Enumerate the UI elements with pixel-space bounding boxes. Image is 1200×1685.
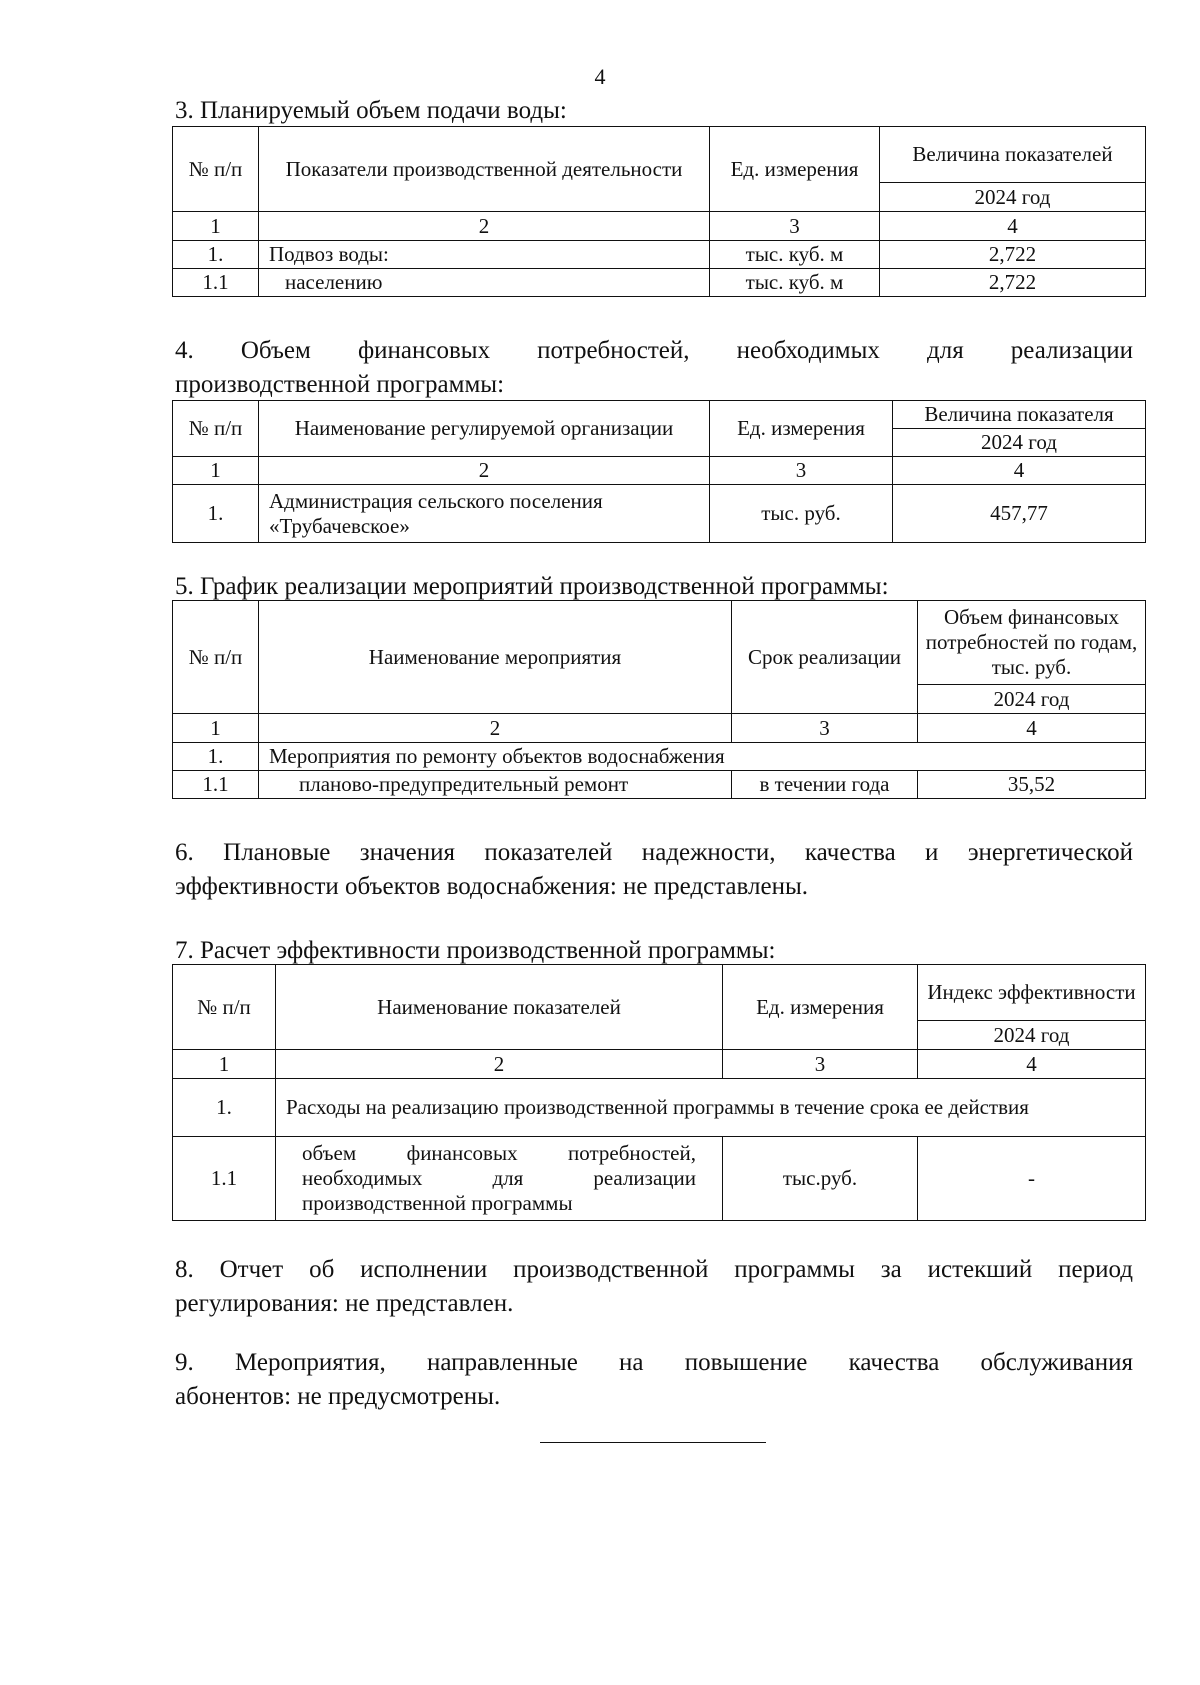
section-9-text — [175, 1346, 1133, 1414]
col-number: 4 — [918, 1050, 1146, 1079]
closing-divider — [540, 1442, 766, 1443]
column-number-row — [173, 1050, 1146, 1079]
page-number: 4 — [594, 64, 606, 89]
row-num: 1. — [173, 241, 259, 269]
section-9-line2: абонентов: не предусмотрены. — [175, 1383, 501, 1410]
row-value: 35,52 — [918, 771, 1146, 799]
col-number: 1 — [173, 714, 259, 743]
row-name: Подвоз воды: — [259, 241, 710, 269]
row-value: 457,77 — [893, 485, 1146, 543]
section-4-title-line2: производственной программы: — [175, 371, 505, 398]
column-number-row — [173, 714, 1146, 743]
row-organization: Администрация сельского поселения «Трубачевское» — [259, 485, 710, 543]
header-value: Величина показателя — [893, 401, 1146, 429]
row-indicator: объем финансовых потребностей, необходимых для реализации производственной программы — [276, 1137, 723, 1221]
col-number: 1 — [173, 212, 259, 241]
col-number: 3 — [710, 212, 880, 241]
row-value: - — [918, 1137, 1146, 1221]
table-row — [173, 1137, 1146, 1221]
header-unit: Ед. измерения — [723, 965, 918, 1050]
table-row — [173, 485, 1146, 543]
header-volume: Объем финансовых потребностей по годам, тыс. руб. — [918, 601, 1146, 685]
table-row — [173, 269, 1146, 297]
row-num: 1. — [173, 485, 259, 543]
section-5-title: 5. График реализации мероприятий производственной программы: — [175, 573, 889, 600]
col-number: 4 — [880, 212, 1146, 241]
header-year: 2024 год — [880, 183, 1146, 212]
col-number: 4 — [893, 457, 1146, 485]
section-6-line2: эффективности объектов водоснабжения: не представлены. — [175, 873, 808, 900]
efficiency-table — [172, 964, 1146, 1221]
header-indicator: Показатели производственной деятельности — [259, 127, 710, 212]
group-num: 1. — [173, 1079, 276, 1137]
group-row — [173, 743, 1146, 771]
schedule-table — [172, 600, 1146, 799]
header-num: № п/п — [173, 401, 259, 457]
group-name: Мероприятия по ремонту объектов водоснабжения — [259, 743, 1146, 771]
col-number: 1 — [173, 457, 259, 485]
group-num: 1. — [173, 743, 259, 771]
row-num: 1.1 — [173, 771, 259, 799]
col-number: 2 — [276, 1050, 723, 1079]
col-number: 3 — [710, 457, 893, 485]
section-8-line2: регулирования: не представлен. — [175, 1290, 514, 1317]
header-value: Величина показателей — [880, 127, 1146, 183]
table-row — [173, 771, 1146, 799]
row-event: планово-предупредительный ремонт — [259, 771, 732, 799]
section-4-title — [175, 334, 1133, 402]
water-supply-table — [172, 126, 1146, 297]
header-index: Индекс эффективности — [918, 965, 1146, 1021]
row-num: 1.1 — [173, 1137, 276, 1221]
row-unit: тыс. куб. м — [710, 241, 880, 269]
header-year: 2024 год — [893, 429, 1146, 457]
table-row — [173, 241, 1146, 269]
header-unit: Ед. измерения — [710, 401, 893, 457]
col-number: 4 — [918, 714, 1146, 743]
col-number: 3 — [732, 714, 918, 743]
row-name: населению — [259, 269, 710, 297]
row-value: 2,722 — [880, 241, 1146, 269]
header-event: Наименование мероприятия — [259, 601, 732, 714]
header-unit: Ед. измерения — [710, 127, 880, 212]
group-name: Расходы на реализацию производственной программы в течение срока ее действия — [276, 1079, 1146, 1137]
col-number: 2 — [259, 714, 732, 743]
header-organization: Наименование регулируемой организации — [259, 401, 710, 457]
header-num: № п/п — [173, 127, 259, 212]
column-number-row — [173, 457, 1146, 485]
row-unit: тыс. куб. м — [710, 269, 880, 297]
header-num: № п/п — [173, 965, 276, 1050]
row-value: 2,722 — [880, 269, 1146, 297]
group-row — [173, 1079, 1146, 1137]
section-8-text — [175, 1253, 1133, 1321]
row-unit: тыс.руб. — [723, 1137, 918, 1221]
col-number: 2 — [259, 457, 710, 485]
section-9-line1: 9. Мероприятия, направленные на повышение качества обслуживания — [175, 1349, 1133, 1376]
header-term: Срок реализации — [732, 601, 918, 714]
col-number: 3 — [723, 1050, 918, 1079]
section-3-title: 3. Планируемый объем подачи воды: — [175, 97, 567, 124]
section-8-line1: 8. Отчет об исполнении производственной программы за истекший период — [175, 1256, 1133, 1283]
row-term: в течении года — [732, 771, 918, 799]
row-num: 1.1 — [173, 269, 259, 297]
section-7-title: 7. Расчет эффективности производственной программы: — [175, 937, 776, 964]
financial-needs-table — [172, 400, 1146, 543]
col-number: 1 — [173, 1050, 276, 1079]
section-4-title-line1: 4. Объем финансовых потребностей, необходимых для реализации — [175, 337, 1133, 364]
header-year: 2024 год — [918, 685, 1146, 714]
section-6-text — [175, 836, 1133, 904]
column-number-row — [173, 212, 1146, 241]
header-year: 2024 год — [918, 1021, 1146, 1050]
header-num: № п/п — [173, 601, 259, 714]
header-indicator: Наименование показателей — [276, 965, 723, 1050]
row-unit: тыс. руб. — [710, 485, 893, 543]
section-6-line1: 6. Плановые значения показателей надежности, качества и энергетической — [175, 839, 1133, 866]
col-number: 2 — [259, 212, 710, 241]
